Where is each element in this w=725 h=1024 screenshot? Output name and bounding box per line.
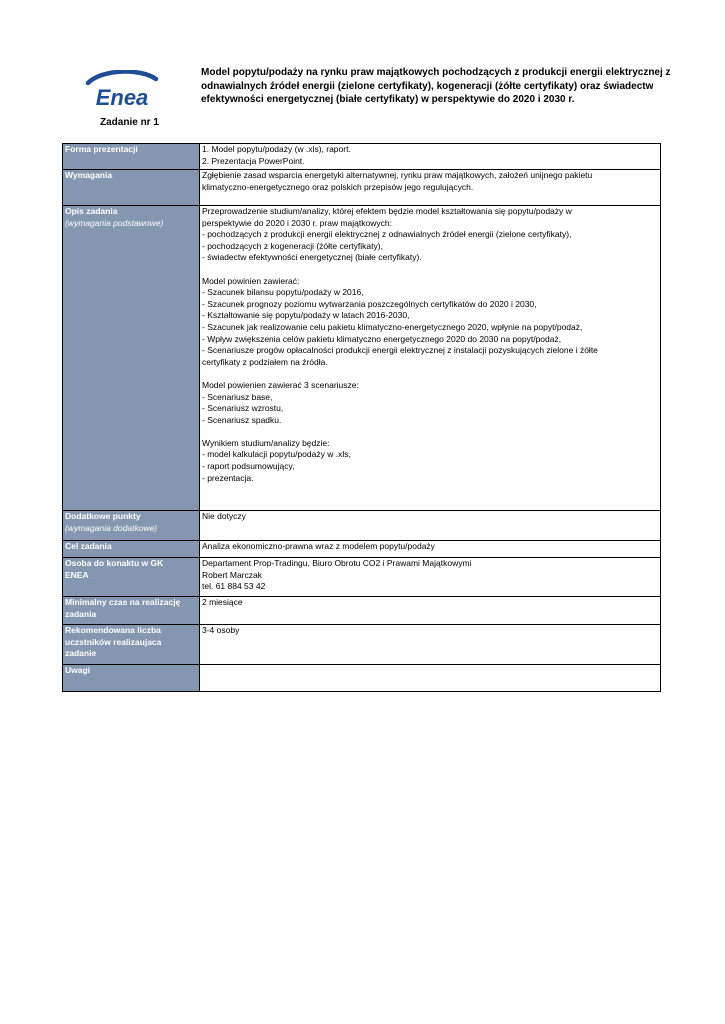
row-wymagania <box>63 170 661 206</box>
logo-text: Enea <box>95 85 149 110</box>
text-line: - Scenariusz base, <box>202 391 273 402</box>
text-line: - Szacunek prognozy poziomu wytwarzania poszczególnych certyfikatów do 2020 i 2030, <box>202 298 537 309</box>
label-rekomendowana-liczba <box>63 625 200 665</box>
text-line: Model powienien zawierać 3 scenariusze: <box>202 379 359 390</box>
text-line: Zgłębienie zasad wsparcia energetyki alternatywnej, rynku praw majątkowych, założeń unijnego pakietu <box>202 170 593 180</box>
text-line: - Wpływ zwiększenia celów pakietu klimatyczno energetycznego 2020 do 2030 na popyt/podaż, <box>202 333 562 344</box>
text-line: - pochodzących z produkcji energii elektrycznej z odnawialnych źródeł energii (zielone certyfikaty), <box>202 229 572 240</box>
label-text: Rekomendowana liczba <box>65 625 161 635</box>
row-forma-prezentacji <box>63 144 661 170</box>
text-line: - Scenariusze progów opłacalności produkcji energii elektrycznej z instalacji pozyskujących zielone i żółte <box>202 345 598 356</box>
text-line: Model powinien zawierać: <box>202 275 300 286</box>
label-uwagi: Uwagi <box>63 665 200 692</box>
text-line: - model kalkulacji popytu/podaży w .xls, <box>202 449 351 460</box>
label-subtext: (wymagania dodatkowe) <box>65 522 158 533</box>
row-minimalny-czas <box>63 597 661 625</box>
text-line: - Szacunek jak realizowanie celu pakietu klimatyczno-energetycznego 2020, wpłynie na popyt/podaż, <box>202 321 583 332</box>
task-spec-table <box>62 143 661 692</box>
row-cel-zadania <box>63 541 661 558</box>
document-title: Model popytu/podaży na rynku praw majątkowych pochodzących z produkcji energii elektrycznej z odnawialnych źródeł energii (zielone certyfikaty), kogeneracji (żółte certyfikaty) oraz świadectw efektywności energetycznej (białe certyfikaty) w perspektywie do 2020 i 2030 r. <box>201 67 671 105</box>
text-line: Wynikiem studium/analizy będzie: <box>202 437 330 448</box>
value-wymagania <box>200 170 661 206</box>
text-line: Przeprowadzenie studium/analizy, której efektem będzie model kształtowania się popytu/podaży w <box>202 206 572 216</box>
label-cel-zadania: Cel zadania <box>63 541 200 558</box>
text-line: - pochodzących z kogeneracji (żółte certyfikaty), <box>202 240 383 251</box>
text-line: Departament Prop-Tradingu, Biuro Obrotu CO2 i Prawami Majątkowymi <box>202 558 472 568</box>
label-wymagania: Wymagania <box>63 170 200 206</box>
enea-logo <box>82 70 164 110</box>
value-rekomendowana-liczba: 3-4 osoby <box>200 625 661 665</box>
spacer <box>202 264 658 276</box>
label-text: Dodatkowe punkty <box>65 511 141 521</box>
label-text: zadanie <box>65 648 97 659</box>
text-line: - Scenariusz spadku. <box>202 414 282 425</box>
value-opis-zadania <box>200 206 661 511</box>
text-line: perspektywie do 2020 i 2030 r. praw majątkowych: <box>202 217 392 228</box>
label-text: Opis zadania <box>65 206 118 216</box>
row-uwagi <box>63 665 661 692</box>
label-text: Osoba do konaktu w GK <box>65 558 164 568</box>
value-minimalny-czas: 2 miesiące <box>200 597 661 625</box>
text-line: klimatyczno-energetycznego oraz polskich przepisów jego regulujących. <box>202 181 474 192</box>
spacer <box>202 368 658 380</box>
label-subtext: (wymagania podstawowe) <box>65 217 164 228</box>
row-osoba-do-kontaktu <box>63 558 661 597</box>
text-line: - raport podsumowujący, <box>202 461 295 472</box>
value-osoba-do-kontaktu <box>200 558 661 597</box>
label-text: Minimalny czas na realizację <box>65 597 181 607</box>
text-line: - Kształtowanie się popytu/podaży w latach 2016-2030, <box>202 310 410 321</box>
value-cel-zadania: Analiza ekonomiczno-prawna wraz z modelem popytu/podaży <box>200 541 661 558</box>
spacer <box>202 426 658 438</box>
text-line: - Scenariusz wzrostu, <box>202 403 284 414</box>
text-line: - świadectw efektywności energetycznej (białe certyfikaty). <box>202 252 422 263</box>
value-uwagi <box>200 665 661 692</box>
text-line: tel. 61 884 53 42 <box>202 581 266 592</box>
value-dodatkowe-punkty: Nie dotyczy <box>200 511 661 541</box>
label-text: ENEA <box>65 569 89 580</box>
label-osoba-do-kontaktu <box>63 558 200 597</box>
logo-arc-icon <box>88 72 156 83</box>
text-line: - Szacunek bilansu popytu/podaży w 2016, <box>202 287 364 298</box>
text-line: certyfikaty z podziałem na źródła. <box>202 356 328 367</box>
text-line: 2. Prezentacja PowerPoint. <box>202 155 305 166</box>
label-opis-zadania <box>63 206 200 511</box>
text-line: - prezentacja. <box>202 472 254 483</box>
text-line: 1. Model popytu/podaży (w .xls), raport. <box>202 144 351 154</box>
row-opis-zadania <box>63 206 661 511</box>
label-forma-prezentacji: Forma prezentacji <box>63 144 200 170</box>
row-rekomendowana-liczba <box>63 625 661 665</box>
label-minimalny-czas <box>63 597 200 625</box>
label-text: uczstników realizaujaca <box>65 636 162 647</box>
row-dodatkowe-punkty <box>63 511 661 541</box>
text-line: Robert Marczak <box>202 569 262 580</box>
label-text: zadania <box>65 608 97 619</box>
label-dodatkowe-punkty <box>63 511 200 541</box>
task-label: Zadanie nr 1 <box>100 117 159 128</box>
value-forma-prezentacji <box>200 144 661 170</box>
